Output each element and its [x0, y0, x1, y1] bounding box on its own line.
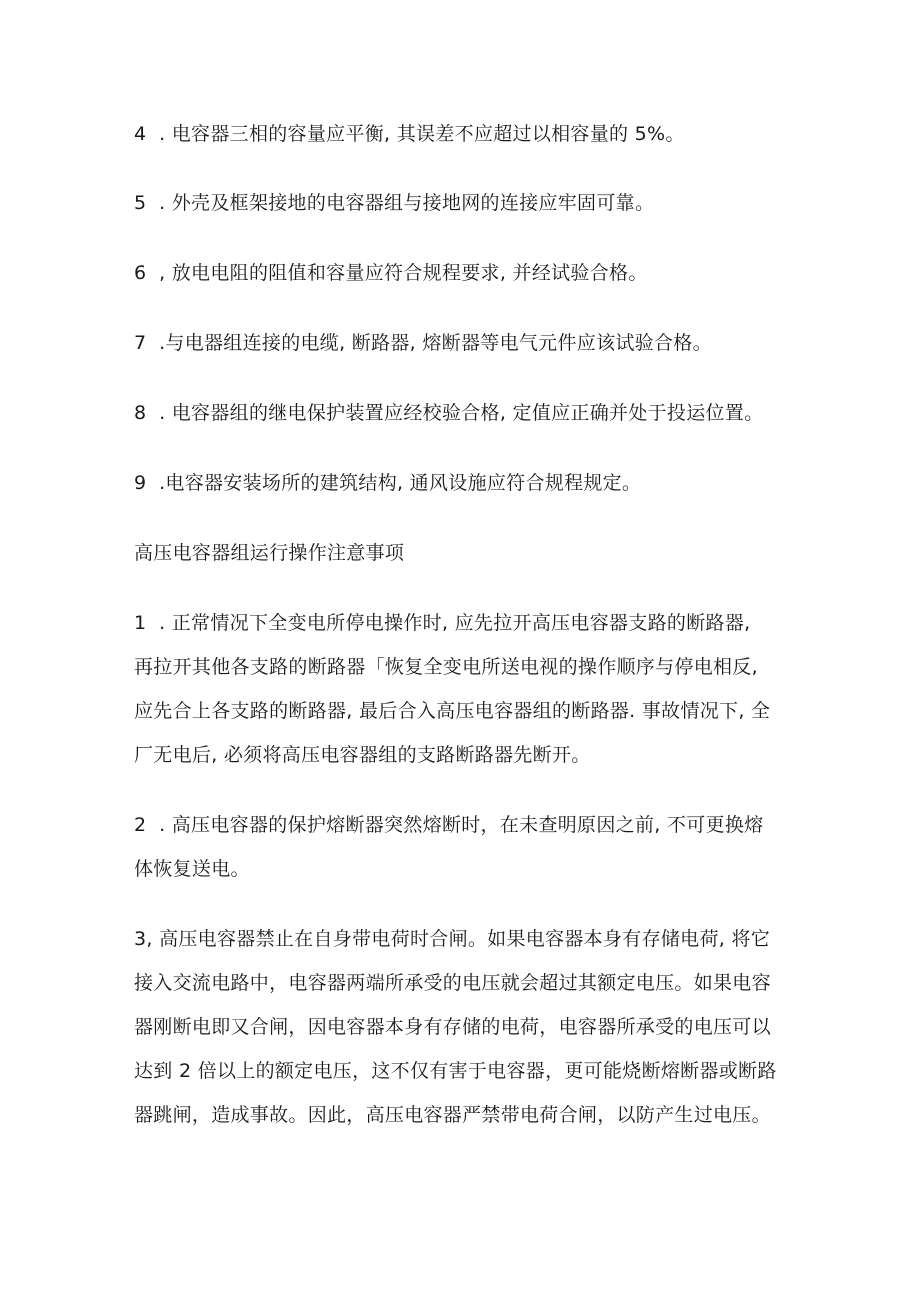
paragraph-1-line-1: 1 . 正常情况下全变电所停电操作时, 应先拉开高压电容器支路的断路器,	[134, 612, 751, 634]
paragraph-3-line-3: 器刚断电即又合闸，因电容器本身有存储的电荷，电容器所承受的电压可以	[134, 1016, 771, 1038]
list-item-6: 6 , 放电电阻的阻值和容量应符合规程要求, 并经试验合格。	[134, 262, 648, 284]
paragraph-1-line-4: 厂无电后, 必须将高压电容器组的支路断路器先断开。	[134, 744, 591, 766]
paragraph-1-line-2: 再拉开其他各支路的断路器「恢复全变电所送电视的操作顺序与停电相反,	[134, 656, 758, 678]
list-item-9: 9 .电容器安装场所的建筑结构, 通风设施应符合规程规定。	[134, 472, 642, 494]
paragraph-1-line-3: 应先合上各支路的断路器, 最后合入高压电容器组的断路器. 事故情况下, 全	[134, 700, 771, 722]
list-item-4: 4 . 电容器三相的容量应平衡, 其误差不应超过以相容量的 5%。	[134, 123, 685, 145]
paragraph-3-line-1: 3, 高压电容器禁止在自身带电荷时合闸。如果电容器本身有存储电荷, 将它	[134, 928, 771, 950]
paragraph-3-line-4: 达到 2 倍以上的额定电压，这不仅有害于电容器，更可能烧断熔断器或断路	[134, 1060, 777, 1082]
paragraph-2-line-2: 体恢复送电。	[134, 858, 250, 880]
list-item-5: 5 . 外壳及框架接地的电容器组与接地网的连接应牢固可靠。	[134, 192, 655, 214]
paragraph-2-line-1: 2 . 高压电容器的保护熔断器突然熔断时，在未查明原因之前, 不可更换熔	[134, 814, 764, 836]
paragraph-3-line-2: 接入交流电路中，电容器两端所承受的电压就会超过其额定电压。如果电容	[134, 972, 771, 994]
section-heading: 高压电容器组运行操作注意事项	[134, 542, 405, 564]
list-item-8: 8 . 电容器组的继电保护装置应经校验合格, 定值应正确并处于投运位置。	[134, 402, 764, 424]
paragraph-3-line-5: 器跳闸，造成事故。因此，高压电容器严禁带电荷合闸，以防产生过电压。	[134, 1104, 771, 1126]
list-item-7: 7 .与电器组连接的电缆, 断路器, 熔断器等电气元件应该试验合格。	[134, 332, 712, 354]
